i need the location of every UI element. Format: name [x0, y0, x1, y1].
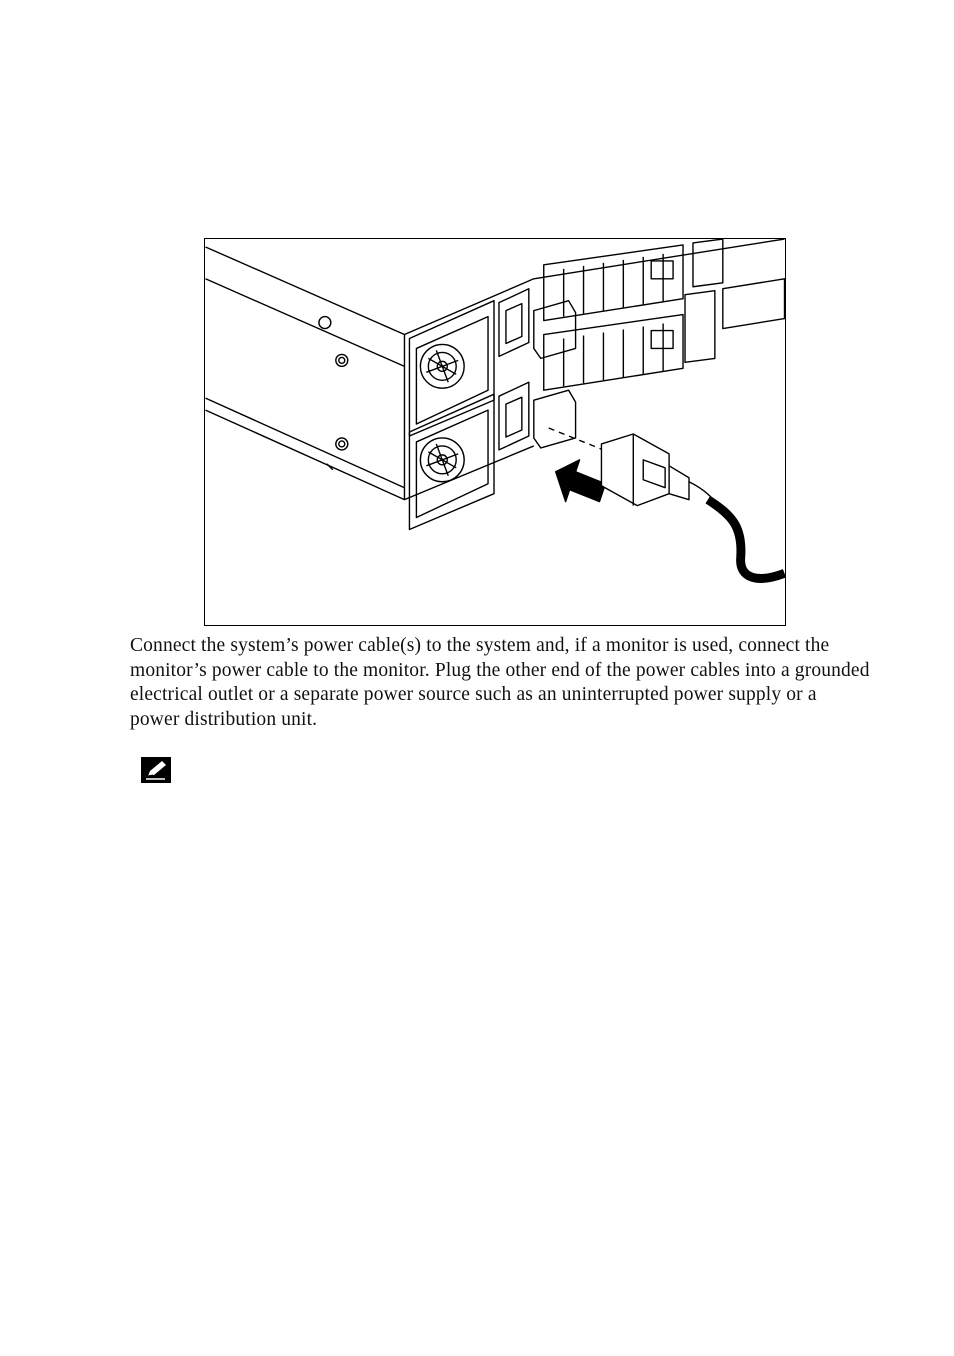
- power-cable-illustration: [204, 238, 786, 626]
- note-pencil-icon: [141, 757, 171, 783]
- server-rear-drawing: [205, 239, 785, 625]
- instruction-paragraph: Connect the system’s power cable(s) to the system and, if a monitor is used, connect the monitor’s power cable to the monitor. Plug the other end of the power cables into a grounded electrical outlet or a separate power source such as an uninterrupted power supply or a power distribution unit.: [130, 635, 870, 730]
